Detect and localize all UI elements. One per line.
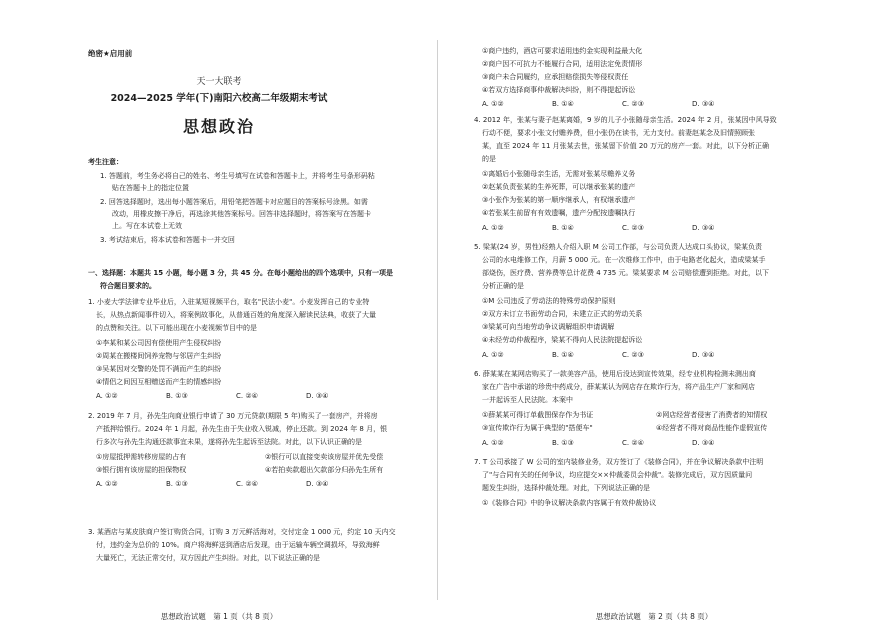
question-2-stem: 行多次与孙先生沟通还款事宜未果，遂将孙先生起诉至法院。对此，以下认识正确的是 xyxy=(96,438,362,446)
option-d: D. ③④ xyxy=(692,224,715,232)
option-b: B. ①④ xyxy=(552,100,574,108)
question-3-item: ④若双方选择商事仲裁解决纠纷，则不得提起诉讼 xyxy=(482,86,636,94)
question-6-item: ③宣传欺诈行为属于典型的"搭便车" xyxy=(482,424,593,432)
page-footer: 思想政治试题 第 2 页（共 8 页） xyxy=(595,612,713,621)
question-3-item: ②商户因不可抗力不能履行合同，适用法定免责情形 xyxy=(482,60,643,68)
question-2-item: ③银行拥有该房屋的担保物权 xyxy=(96,466,187,474)
question-4-stem: 行动不便，要求小张文付赡养费，但小张仍在读书，无力支付。前妻赵某念及旧情照顾张 xyxy=(482,129,755,137)
question-1-stem: 的点赞和关注。以下可能出现在小麦视频节目中的是 xyxy=(96,324,257,332)
question-3-stem: 3. 某酒店与某皮肤商户签订购货合同，订购 3 万元鲜活海对，交付定金 1 000 元，约定 10 天内交 xyxy=(88,528,396,536)
question-7-stem: 了"与合同有关的任何争议，均应提交××仲裁委员会仲裁"。装修完成后，双方因质量问 xyxy=(482,471,753,479)
page-footer: 思想政治试题 第 1 页（共 8 页） xyxy=(160,612,278,621)
question-5-stem: 5. 梁某(24 岁，男性)经熟人介绍入职 M 公司工作部，与公司负责人达成口头协议，梁某负责 xyxy=(474,243,762,251)
option-d: D. ③④ xyxy=(692,439,715,447)
section-heading: 一、选择题：本题共 15 小题，每小题 3 分，共 45 分。在每小题给出的四个选项中，只有一项是 xyxy=(88,269,393,277)
question-6-options xyxy=(482,439,762,448)
section-heading: 符合题目要求的。 xyxy=(100,282,156,290)
notice-line: 2. 回答选择题时，选出每小题答案后，用铅笔把答题卡对应题目的答案标号涂黑。如需 xyxy=(100,198,368,206)
notice-title: 考生注意： xyxy=(88,158,123,166)
option-a: A. ①② xyxy=(482,100,504,108)
option-c: C. ②③ xyxy=(622,100,644,108)
question-4-item: ③小张作为张某的第一顺序继承人，有权继承遗产 xyxy=(482,196,636,204)
question-6-item: ①薛某某可得订单截图保存作为书证 xyxy=(482,411,594,419)
question-2-options xyxy=(96,480,376,489)
option-d: D. ③④ xyxy=(692,351,715,359)
question-7-stem: 题发生纠纷，选择仲裁处理。对此，下列说法正确的是 xyxy=(482,484,650,492)
option-b: B. ①④ xyxy=(552,224,574,232)
question-3-item: ③商户未合同履约，应承担赔偿损失等侵权责任 xyxy=(482,73,629,81)
question-7-stem: 7. T 公司承接了 W 公司的室内装修业务，双方签订了《装修合同》，并在争议解决条款中注明 xyxy=(474,458,764,466)
question-5-item: ④未经劳动仲裁程序，梁某不得向人民法院提起诉讼 xyxy=(482,336,643,344)
question-1-item: ①李某和某公司因有偿使用产生侵权纠纷 xyxy=(96,339,222,347)
question-6-item: ②网店经营者侵害了消费者的知情权 xyxy=(656,411,768,419)
notice-line: 改动，用橡皮擦干净后，再选涂其他答案标号。回答非选择题时，将答案写在答题卡 xyxy=(112,210,371,218)
question-5-stem: 公司的水电维修工作，月薪 5 000 元。在一次维修工作中，由于电路老化起火，造成梁某手 xyxy=(482,256,766,264)
question-1-item: ②周某在搬楼间饲养宠物与邻居产生纠纷 xyxy=(96,352,222,360)
notice-line: 1. 答题前，考生务必将自己的姓名、考生号填写在试卷和答题卡上，并将考生号条形码粘 xyxy=(100,172,375,180)
question-5-stem: 分析正确的是 xyxy=(482,282,524,290)
subject-title: 思想政治 xyxy=(182,117,255,136)
confidential-seal: 绝密★启用前 xyxy=(88,49,133,58)
question-6-stem: 6. 薛某某在某网店购买了一款美容产品，使用后没达到宣传效果，经专业机构检测未测出商 xyxy=(474,370,756,378)
option-a: A. ①② xyxy=(482,351,504,359)
option-b: B. ①③ xyxy=(552,439,574,447)
question-2-stem: 产抵押给银行。2024 年 1 月起，孙先生由于失业收入锐减，停止还款。到 2024 年 8 月，银 xyxy=(96,425,388,433)
question-4-item: ④若张某生前留有有效遗嘱，遗产分配按遗嘱执行 xyxy=(482,209,636,217)
notice-line: 3. 考试结束后，将本试卷和答题卡一并交回 xyxy=(100,236,235,244)
option-d: D. ③④ xyxy=(306,480,329,488)
question-4-stem: 的是 xyxy=(482,155,496,163)
option-c: C. ②④ xyxy=(236,480,258,488)
notice-line: 上。写在本试卷上无效 xyxy=(112,222,182,230)
question-6-stem: 家在广告中承诺的珍贵中药成分，薛某某认为网店存在欺诈行为，将产品生产厂家和网店 xyxy=(482,383,755,391)
option-a: A. ①② xyxy=(482,224,504,232)
question-1-item: ③吴某因对交警的处罚不满而产生的纠纷 xyxy=(96,365,222,373)
question-7-item: ①《装修合同》中的争议解决条款内容属于有效仲裁协议 xyxy=(482,499,657,507)
question-3-stem: 大量死亡，无法正常交付，双方因此产生纠纷。对此，以下说法正确的是 xyxy=(96,554,320,562)
question-5-item: ②双方未订立书面劳动合同，未建立正式的劳动关系 xyxy=(482,310,643,318)
question-6-item: ④经营者不得对商品性能作虚假宣传 xyxy=(656,424,768,432)
option-d: D. ③④ xyxy=(306,392,329,400)
option-c: C. ②③ xyxy=(622,351,644,359)
question-1-options xyxy=(96,392,376,401)
question-4-item: ②赵某负责张某的生养死葬，可以继承张某的遗产 xyxy=(482,183,636,191)
option-c: C. ②④ xyxy=(622,439,644,447)
question-4-stem: 4. 2012 年，张某与妻子赵某离婚，9 岁的儿子小张随母亲生活。2024 年 2 月，张某因中风导致 xyxy=(474,116,777,124)
option-a: A. ①② xyxy=(96,480,118,488)
question-4-item: ①离婚后小张随母亲生活，无需对张某尽赡养义务 xyxy=(482,170,636,178)
exam-union-name: 天一大联考 xyxy=(196,77,242,87)
question-4-stem: 某，直至 2024 年 11 月张某去世，张某留下价值 20 万元的房产一套。对此，以下分析正确 xyxy=(482,142,769,150)
option-d: D. ③④ xyxy=(692,100,715,108)
question-5-options xyxy=(482,351,762,360)
question-3-stem: 付，违约金为总价的 10%。商户将海鲜送到酒店后发现，由于运输车辆空调损坏，导致海鲜 xyxy=(96,541,380,549)
question-3-options xyxy=(482,100,762,109)
option-b: B. ①④ xyxy=(552,351,574,359)
question-1-stem: 长，从热点新闻事件切入，将案例故事化，从普通百姓的角度深入解读民法典，收获了大量 xyxy=(96,311,376,319)
question-5-item: ①M 公司违反了劳动法的特殊劳动保护原则 xyxy=(482,297,616,305)
option-c: C. ②④ xyxy=(236,392,258,400)
option-a: A. ①② xyxy=(96,392,118,400)
question-1-item: ④情侣之间因互相赠送而产生的情感纠纷 xyxy=(96,378,222,386)
option-b: B. ①③ xyxy=(166,392,188,400)
page-2 xyxy=(438,0,870,629)
option-b: B. ①③ xyxy=(166,480,188,488)
question-3-item: ①商户违约，酒店可要求适用违约金实现利益最大化 xyxy=(482,47,643,55)
question-5-stem: 部烧伤，医疗费、营养费等总计花费 4 735 元。梁某要求 M 公司赔偿遭到拒绝。对此，以下 xyxy=(482,269,769,277)
question-1-stem: 1. 小麦大学法律专业毕业后，入驻某短视频平台，取名"民法小麦"。小麦发挥自己的专业特 xyxy=(88,298,370,306)
notice-line: 贴在答题卡上的指定位置 xyxy=(112,184,189,192)
question-2-stem: 2. 2019 年 7 月，孙先生向商业银行申请了 30 万元贷款(期限 5 年)购买了一套房产，并将房 xyxy=(88,412,378,420)
question-4-options xyxy=(482,224,762,233)
question-2-item: ②银行可以直接变卖该房屋并优先受偿 xyxy=(265,453,384,461)
question-6-stem: 一并起诉至人民法院。本案中 xyxy=(482,396,573,404)
question-5-item: ③梁某可向当地劳动争议调解组织申请调解 xyxy=(482,323,615,331)
question-2-item: ④若拍卖款超出欠款部分归孙先生所有 xyxy=(265,466,384,474)
option-c: C. ②③ xyxy=(622,224,644,232)
exam-title: 2024—2025 学年(下)南阳六校高二年级期末考试 xyxy=(110,93,328,104)
option-a: A. ①② xyxy=(482,439,504,447)
question-2-item: ①房屋抵押需转移房屋的占有 xyxy=(96,453,187,461)
